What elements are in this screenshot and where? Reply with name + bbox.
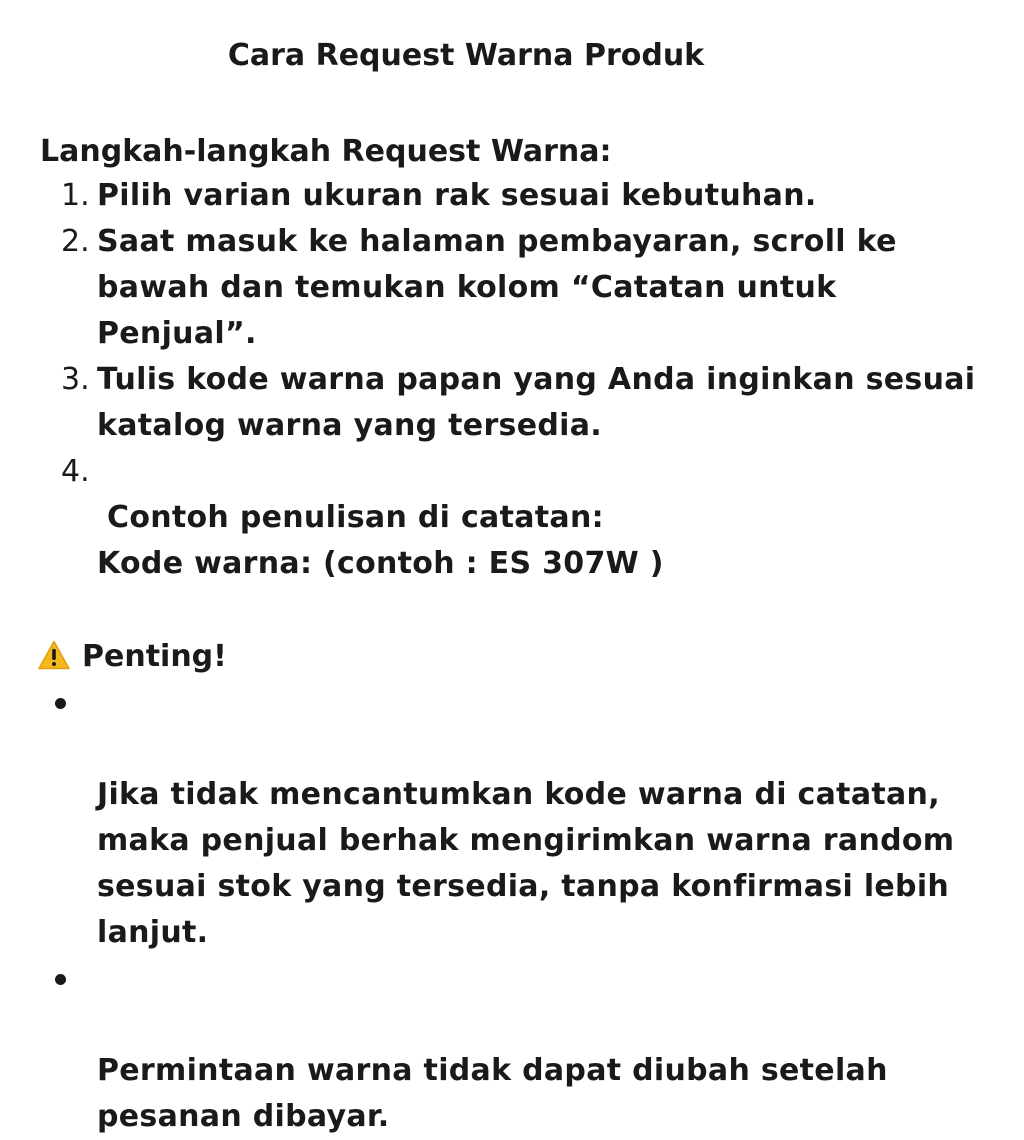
important-label: Penting! <box>82 639 227 674</box>
important-heading <box>38 637 227 677</box>
step-text-line1: Contoh penulisan di catatan: <box>107 500 604 535</box>
step-item <box>0 449 1024 633</box>
steps-list <box>0 173 1024 633</box>
important-notes-list <box>0 680 1024 1140</box>
step-text: Pilih varian ukuran rak sesuai kebutuhan. <box>97 178 817 213</box>
step-example: Kode warna: (contoh : ES 307W ) <box>97 546 664 581</box>
step-number: 1. <box>61 178 90 213</box>
step-number: 4. <box>61 454 90 489</box>
warning-icon <box>38 640 70 670</box>
step-text: Tulis kode warna papan yang Anda inginkan sesuai katalog warna yang tersedia. <box>97 362 976 443</box>
step-item <box>0 357 1024 449</box>
steps-heading: Langkah-langkah Request Warna: <box>40 134 612 169</box>
note-text: Jika tidak mencantumkan kode warna di catatan, maka penjual berhak mengirimkan warna random sesuai stok yang tersedia, tanpa konfirmasi lebih lanjut. <box>97 777 955 950</box>
bullet-icon <box>55 974 66 985</box>
step-item <box>0 219 1024 357</box>
page-title: Cara Request Warna Produk <box>227 38 705 73</box>
list-item <box>0 680 1024 956</box>
list-item <box>0 956 1024 1140</box>
bullet-icon <box>55 698 66 709</box>
step-text: Saat masuk ke halaman pembayaran, scroll ke bawah dan temukan kolom “Catatan untuk Penjual”. <box>97 224 897 351</box>
step-number: 3. <box>61 362 90 397</box>
step-text <box>97 449 1024 633</box>
note-text: Permintaan warna tidak dapat diubah setelah pesanan dibayar. <box>97 1053 888 1134</box>
step-number: 2. <box>61 224 90 259</box>
step-item <box>0 173 1024 219</box>
